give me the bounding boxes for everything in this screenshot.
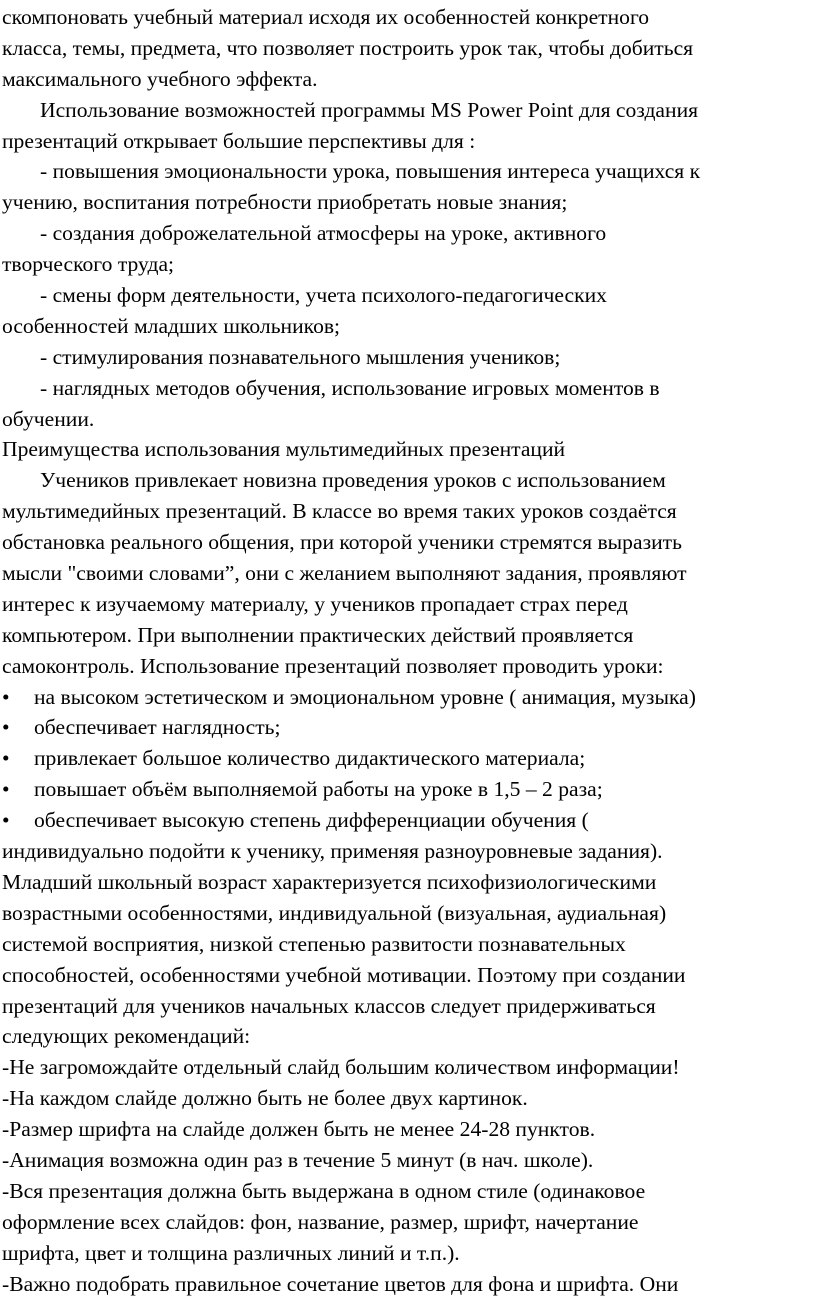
line-text: повышает объём выполняемой работы на уроке в 1,5 – 2 раза; — [34, 777, 603, 802]
paragraph-line — [2, 836, 810, 867]
bullet-list-item — [2, 743, 810, 774]
line-text: -Важно подобрать правильное сочетание цветов для фона и шрифта. Они — [2, 1271, 679, 1296]
line-text: учению, воспитания потребности приобретать новые знания; — [2, 190, 568, 215]
line-text: - создания доброжелательной атмосферы на уроке, активного — [40, 221, 607, 246]
line-text: -Анимация возможна один раз в течение 5 минут (в нач. школе). — [2, 1147, 594, 1172]
paragraph-line — [2, 434, 810, 465]
line-text: презентаций открывает большие перспективы для : — [2, 128, 476, 153]
paragraph-line-indented — [2, 95, 810, 126]
paragraph-line — [2, 33, 810, 64]
paragraph-line — [2, 187, 810, 218]
bullet-icon: • — [2, 746, 10, 771]
line-text: Преимущества использования мультимедийных презентаций — [2, 437, 566, 462]
paragraph-line — [2, 558, 810, 589]
line-text: обучении. — [2, 406, 95, 431]
paragraph-line — [2, 311, 810, 342]
paragraph-line-indented — [2, 218, 810, 249]
line-text: скомпоновать учебный материал исходя их особенностей конкретного — [2, 5, 650, 29]
paragraph-line — [2, 126, 810, 157]
paragraph-line-indented — [2, 373, 810, 404]
bullet-list-item — [2, 712, 810, 743]
paragraph-line-indented — [2, 465, 810, 496]
paragraph-line-indented — [2, 156, 810, 187]
paragraph-line — [2, 1021, 810, 1052]
paragraph-line — [2, 527, 810, 558]
line-text: класса, темы, предмета, что позволяет построить урок так, чтобы добиться — [2, 35, 694, 60]
line-text: - стимулирования познавательного мышления учеников; — [40, 344, 561, 369]
paragraph-line — [2, 867, 810, 898]
line-text: способностей, особенностями учебной мотивации. Поэтому при создании — [2, 962, 686, 987]
paragraph-line — [2, 2, 810, 33]
line-text: возрастными особенностями, индивидуальной (визуальная, аудиальная) — [2, 900, 667, 925]
line-text: максимального учебного эффекта. — [2, 66, 318, 91]
line-text: оформление всех слайдов: фон, название, размер, шрифт, начертание — [2, 1209, 639, 1234]
line-text: -Не загромождайте отдельный слайд большим количеством информации! — [2, 1055, 680, 1080]
paragraph-line — [2, 1207, 810, 1238]
line-text: самоконтроль. Использование презентаций позволяет проводить уроки: — [2, 653, 664, 678]
paragraph-line — [2, 991, 810, 1022]
paragraph-line — [2, 404, 810, 435]
line-text: мультимедийных презентаций. В классе во время таких уроков создаётся — [2, 499, 677, 524]
paragraph-line — [2, 496, 810, 527]
line-text: Учеников привлекает новизна проведения уроков с использованием — [40, 468, 666, 493]
line-text: системой восприятия, низкой степенью развитости познавательных — [2, 931, 626, 956]
paragraph-line — [2, 929, 810, 960]
paragraph-line — [2, 1083, 810, 1114]
line-text: творческого труда; — [2, 252, 175, 277]
paragraph-line — [2, 1114, 810, 1145]
line-text: обстановка реального общения, при которой ученики стремятся выразить — [2, 530, 682, 555]
paragraph-line — [2, 1052, 810, 1083]
bullet-list-item — [2, 682, 810, 713]
bullet-icon: • — [2, 684, 10, 709]
paragraph-line — [2, 64, 810, 95]
paragraph-line-indented — [2, 280, 810, 311]
line-text: следующих рекомендаций: — [2, 1024, 251, 1049]
paragraph-line — [2, 249, 810, 280]
bullet-icon: • — [2, 808, 10, 833]
line-text: - повышения эмоциональности урока, повышения интереса учащихся к — [40, 159, 701, 184]
paragraph-line — [2, 1269, 810, 1299]
line-text: -На каждом слайде должно быть не более двух картинок. — [2, 1086, 528, 1111]
line-text: обеспечивает высокую степень дифференциации обучения ( — [34, 808, 589, 833]
line-text: - смены форм деятельности, учета психолого-педагогических — [40, 283, 607, 308]
line-text: Младший школьный возраст характеризуется психофизиологическими — [2, 869, 657, 894]
line-text: мысли "своими словами”, они с желанием выполняют задания, проявляют — [2, 561, 687, 586]
line-text: особенностей младших школьников; — [2, 313, 341, 338]
line-text: обеспечивает наглядность; — [34, 715, 281, 740]
paragraph-line — [2, 960, 810, 991]
line-text: на высоком эстетическом и эмоциональном уровне ( анимация, музыка) — [34, 684, 696, 709]
line-text: компьютером. При выполнении практических действий проявляется — [2, 622, 634, 647]
paragraph-line — [2, 898, 810, 929]
paragraph-line — [2, 1238, 810, 1269]
line-text: - наглядных методов обучения, использование игровых моментов в — [40, 375, 660, 400]
paragraph-line — [2, 651, 810, 682]
paragraph-line — [2, 589, 810, 620]
bullet-list-item — [2, 774, 810, 805]
bullet-icon: • — [2, 777, 10, 802]
line-text: Использование возможностей программы MS Power Point для создания — [40, 97, 699, 122]
line-text: -Вся презентация должна быть выдержана в одном стиле (одинаковое — [2, 1178, 646, 1203]
paragraph-line — [2, 1176, 810, 1207]
bullet-list-item — [2, 805, 810, 836]
line-text: индивидуально подойти к ученику, применяя разноуровневые задания). — [2, 839, 663, 864]
bullet-icon: • — [2, 715, 10, 740]
line-text: презентаций для учеников начальных классов следует придерживаться — [2, 993, 656, 1018]
paragraph-line-indented — [2, 342, 810, 373]
paragraph-line — [2, 620, 810, 651]
line-text: -Размер шрифта на слайде должен быть не менее 24-28 пунктов. — [2, 1117, 596, 1142]
paragraph-line — [2, 1145, 810, 1176]
line-text: интерес к изучаемому материалу, у учеников пропадает страх перед — [2, 591, 628, 616]
line-text: шрифта, цвет и толщина различных линий и т.п.). — [2, 1240, 460, 1265]
line-text: привлекает большое количество дидактического материала; — [34, 746, 586, 771]
